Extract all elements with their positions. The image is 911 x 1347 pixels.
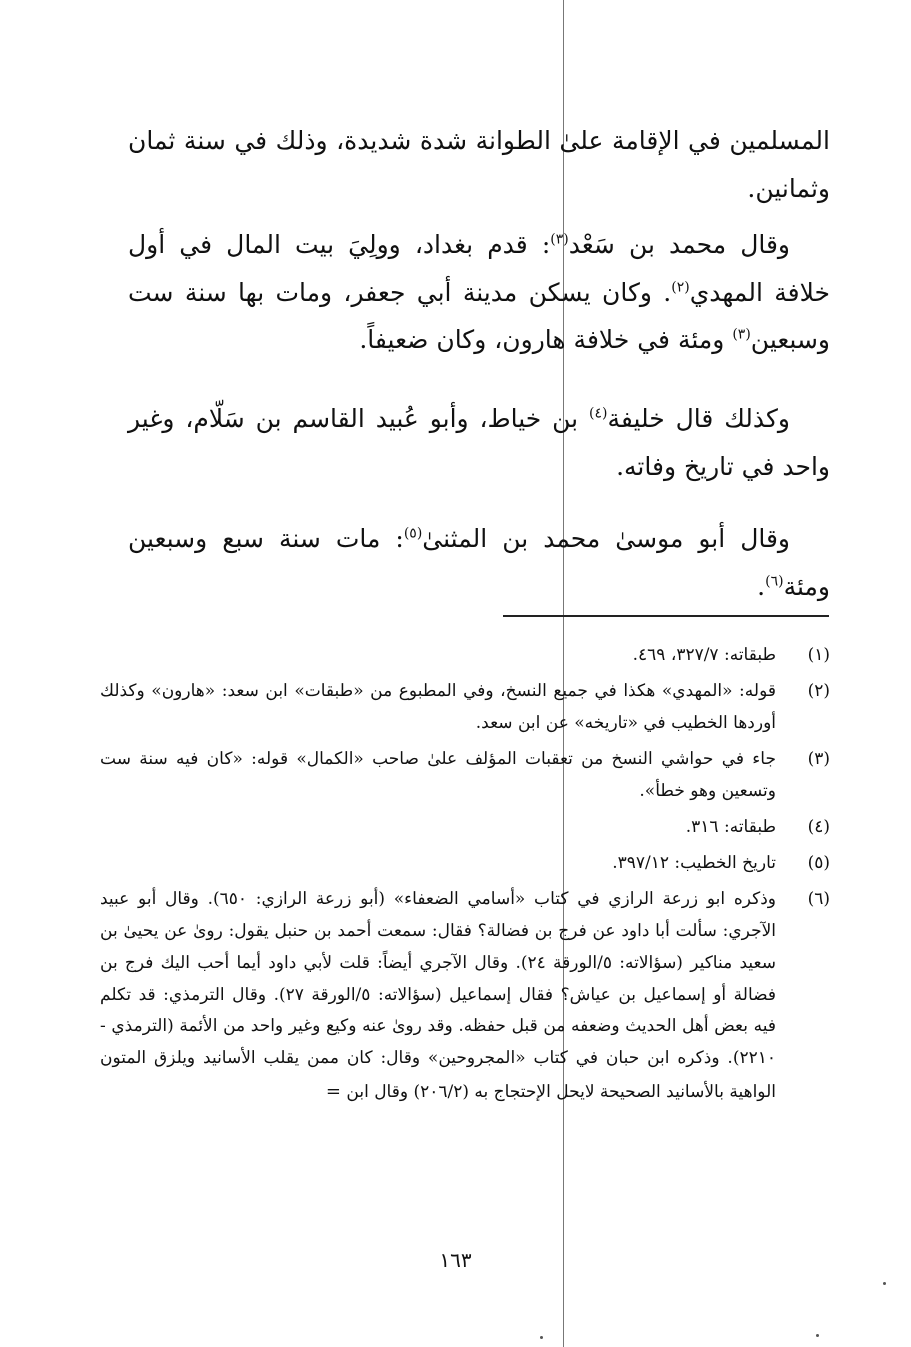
paragraph-3-text: وغير واحد في تاريخ وفاته. bbox=[128, 404, 830, 481]
speck bbox=[540, 1336, 543, 1339]
footnote-ref-3: (٣) bbox=[550, 231, 569, 248]
footnote-ref-6: (٦) bbox=[765, 573, 784, 590]
footnote-6-body: وذكره ابو زرعة الرازي في كتاب «أسامي الضعفاء» (أبو زرعة الرازي: ٦٥٠). وقال أبو عبيد الآجري: سألت أبا داود عن فرج بن فضالة؟ فقال: سمعت أحمد بن حنبل يقول: روىٰ عن يحيىٰ بن سعيد مناكير (سؤالاته: ٥/الورقة ٢٤). وقال الآجري أيضاً: قلت لأبي داود أيما أحب اليك فرج بن فضالة أو إسماعيل بن عياش؟ فقال إسماعيل (سؤالاته: ٥/الورقة ٢٧). وقال الترمذي: قد تكلم فيه بعض أهل الحديث وضعفه من قبل حفظه. وقد روىٰ عنه وكيع وغير واحد من الأئمة (الترمذي - ٢٢١٠). وذكره ابن حبان في كتاب «المجروحين» وقال: كان ممن يقلب الأسانيد ويلزق المتون الواهية بالأسانيد الصحيحة لايحل الإحتجاج به (٢٠٦/٢) وقال ابن bbox=[100, 888, 777, 1103]
paragraph-3-text: وكذلك قال خليفة bbox=[607, 404, 790, 433]
footnote-text: قوله: «المهدي» هكذا في جميع النسخ، وفي المطبوع من «طبقات» ابن سعد: «هارون» وكذلك أوردها الخطيب في «تاريخه» عن ابن سعد. bbox=[100, 680, 776, 733]
paragraph-4-text: ومئة bbox=[783, 571, 830, 601]
footnote-number: (٤) bbox=[807, 816, 830, 837]
footnote-2 bbox=[100, 676, 830, 740]
continuation-mark: = bbox=[325, 1081, 341, 1103]
footnote-ref-4: (٤) bbox=[588, 405, 608, 422]
footnote-text: طبقاته: ٣١٦. bbox=[685, 816, 776, 837]
footnote-number: (٥) bbox=[807, 852, 830, 873]
footnote-number: (٢) bbox=[807, 680, 830, 701]
paragraph-2-text: أول خلافة المهدي bbox=[128, 230, 830, 307]
paragraph-4-text: وقال أبو موسىٰ محمد بن المثنىٰ bbox=[422, 524, 790, 553]
footnote-text bbox=[100, 884, 776, 1110]
paragraph-1-line-2: ثمان وثمانين. bbox=[128, 126, 830, 203]
footnote-4 bbox=[100, 812, 830, 844]
paragraph-4 bbox=[128, 490, 830, 635]
footnote-6 bbox=[100, 884, 830, 1110]
paragraph-2-text: : قدم بغداد، وولِيَ بيت المال في bbox=[179, 230, 551, 259]
footnote-number: (١) bbox=[807, 645, 830, 665]
footnote-text: جاء في حواشي النسخ من تعقبات المؤلف علىٰ صاحب «الكمال» قوله: «كان فيه سنة ست وتسعين وهو خطأ». bbox=[100, 748, 776, 801]
footnote-number: (٣) bbox=[807, 748, 830, 769]
footnote-ref-3b: (٣) bbox=[732, 326, 751, 343]
paragraph-2-text: وقال محمد بن سَعْد bbox=[568, 230, 791, 259]
footnote-3 bbox=[100, 744, 830, 808]
footnote-ref-5: (٥) bbox=[403, 525, 423, 542]
speck bbox=[816, 1334, 819, 1337]
speck bbox=[883, 1282, 886, 1285]
footnote-text: تاريخ الخطيب: ٣٩٧/١٢. bbox=[612, 852, 776, 873]
footnote-divider bbox=[503, 615, 829, 617]
paragraph-2-text: ومئة في خلافة هارون، وكان ضعيفاً. bbox=[359, 325, 733, 354]
footnote-5 bbox=[100, 848, 830, 880]
footnotes bbox=[100, 640, 830, 1113]
paragraph-3-text: بن خياط، وأبو عُبيد القاسم بن سَلّام، bbox=[185, 404, 589, 433]
paragraph-2-text: سنة ست وسبعين bbox=[128, 277, 830, 354]
footnote-number: (٦) bbox=[807, 888, 830, 909]
page-number: ١٦٣ bbox=[439, 1248, 472, 1272]
footnote-ref-2: (٢) bbox=[671, 279, 690, 296]
footnote-text: طبقاته: ٣٢٧/٧، ٤٦٩. bbox=[632, 645, 776, 665]
footnote-1 bbox=[100, 640, 830, 672]
paragraph-1-line-1: المسلمين في الإقامة علىٰ الطوانة شدة شديدة، وذلك في سنة bbox=[183, 126, 830, 155]
paragraph-2 bbox=[128, 196, 830, 389]
paragraph-4-text: . bbox=[757, 571, 766, 601]
paragraph-2-text: . وكان يسكن مدينة أبي جعفر، ومات بها bbox=[238, 277, 672, 307]
paragraph-4-text: : مات سنة سبع وسبعين bbox=[128, 524, 404, 553]
